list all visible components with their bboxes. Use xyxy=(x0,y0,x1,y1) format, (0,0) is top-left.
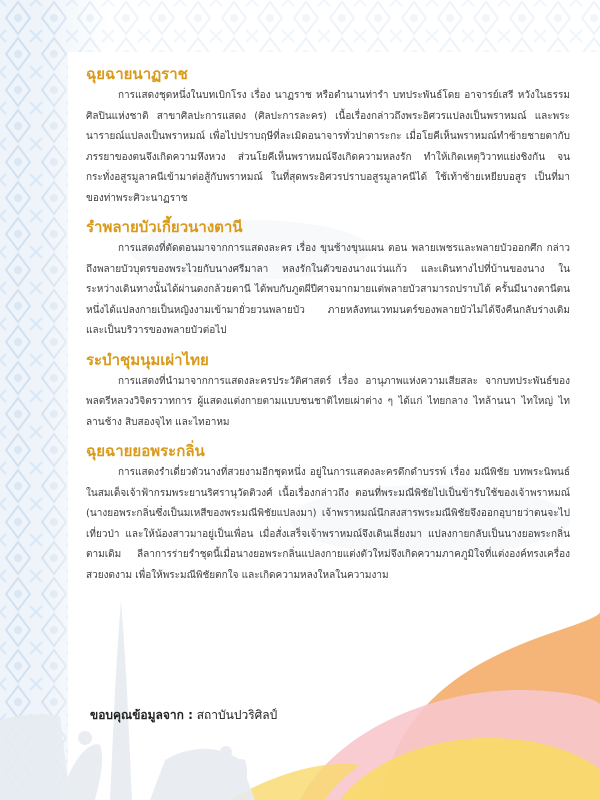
section-chumnum-phao-thai xyxy=(86,350,570,434)
section-body: การแสดงที่ตัดตอนมาจากการแสดงละคร เรื่อง ขุนช้างขุนแผน ตอน พลายเพชรและพลายบัวออกศึก กล่าวถึงพลายบัวบุตรของพระไวยกับนางศรีมาลา หลงรักในตัวของนางแว่นแก้ว และเดินทางไปที่บ้านของนาง ในระหว่างเดินทางนั้นได้ผ่านดงกล้วยตานี ได้พบกับภูตผีปีศาจมากมายแต่พลายบัวสามารถปราบได้ ครั้นมีนางตานีตนหนึ่งได้แปลงกายเป็นหญิงงามเข้ามายั่วยวนพลายบัว ภายหลังทนเวทมนตร์ของพลายบัวไม่ได้จึงคืนกลับร่างเดิม และเป็นบริวารของพลายบัวต่อไป xyxy=(86,243,570,336)
credit-label: ขอบคุณข้อมูลจาก : xyxy=(90,708,193,722)
section-chui-chai-natarat xyxy=(86,64,570,209)
credit-line xyxy=(90,706,277,725)
section-title: ฉุยฉายยอพระกลิ่น xyxy=(86,442,205,460)
section-phlai-bua xyxy=(86,217,570,342)
section-body: การแสดงรำเดี่ยวตัวนางที่สวยงามอีกชุดหนึ่ง อยู่ในการแสดงละครดึกดำบรรพ์ เรื่อง มณีพิชัย บทพระนิพนธ์ในสมเด็จเจ้าฟ้ากรมพระยานริศรานุวัดติวงศ์ เนื้อเรื่องกล่าวถึง ตอนที่พระมณีพิชัยไปเป็นข้ารับใช้ของเจ้าพราหมณ์ (นางยอพระกลิ่นซึ่งเป็นมเหสีของพระมณีพิชัยแปลงมา) เจ้าพราหมณ์นึกสงสารพระมณีพิชัยจึงออกอุบายว่าตนจะไปเที่ยวป่า และให้น้องสาวมาอยู่เป็นเพื่อน เมื่อสั่งเสร็จเจ้าพราหมณ์จึงเดินเลี่ยงมา แปลงกายกลับเป็นนางยอพระกลิ่นตามเดิม ลีลาการร่ายรำชุดนี้เมื่อนางยอพระกลิ่นแปลงกายแต่งตัวใหม่จึงเกิดความภาคภูมิใจที่แต่งองค์ทรงเครื่องสวยงดงาม เพื่อให้พระมณีพิชัยตกใจ และเกิดความหลงใหลในความงาม xyxy=(86,467,570,581)
credit-source: สถาบันปวริศิลป์ xyxy=(196,708,278,722)
section-body: การแสดงชุดหนึ่งในบทเบิกโรง เรื่อง นาฏราช หรือตำนานท่ารำ บทประพันธ์โดย อาจารย์เสรี หวังในธรรม ศิลปินแห่งชาติ สาขาศิลปะการแสดง (ศิลปะการละคร) เนื้อเรื่องกล่าวถึงพระอิศวรแปลงเป็นพราหมณ์ และพระนารายณ์แปลงเป็นพราหมณ์ เพื่อไปปราบฤษีที่ละเมิดอนาจารทั่วปาตาระกะ เมื่อโยคีเห็นพราหมณ์ทำซ้ายชายตากับภรรยาของตนจึงเกิดความหึงหวง ส่วนโยคีเห็นพราหมณ์จึงเกิดความหลงรัก ทำให้เกิดเหตุวิวาทแย่งชิงกัน จนกระทั่งอสูรมูลาคนีเข้ามาต่อสู้กับพราหมณ์ ในที่สุดพระอิศวรปราบอสูรมูลาคนีได้ ใช้เท้าซ้ายเหยียบอสูร เป็นที่มาของท่าพระศิวะนาฏราช xyxy=(86,90,570,204)
section-title: ระบำชุมนุมเผ่าไทย xyxy=(86,350,209,369)
section-body: การแสดงที่นำมาจากการแสดงละครประวัติศาสตร์ เรื่อง อานุภาพแห่งความเสียสละ จากบทประพันธ์ของ พลตรีหลวงวิจิตรวาทการ ผู้แสดงแต่งกายตามแบบชนชาติไทยเผ่าต่าง ๆ ได้แก่ ไทยกลาง ไทล้านนา ไทใหญ่ ไทลานช้าง สิบสองจุไท และไทอาหม xyxy=(86,375,570,428)
section-title: ฉุยฉายนาฏราช xyxy=(86,65,188,83)
article-content xyxy=(86,64,570,594)
section-title: รำพลายบัวเกี้ยวนางตานี xyxy=(86,218,243,236)
section-chui-chai-yo-phra-klin xyxy=(86,441,570,586)
